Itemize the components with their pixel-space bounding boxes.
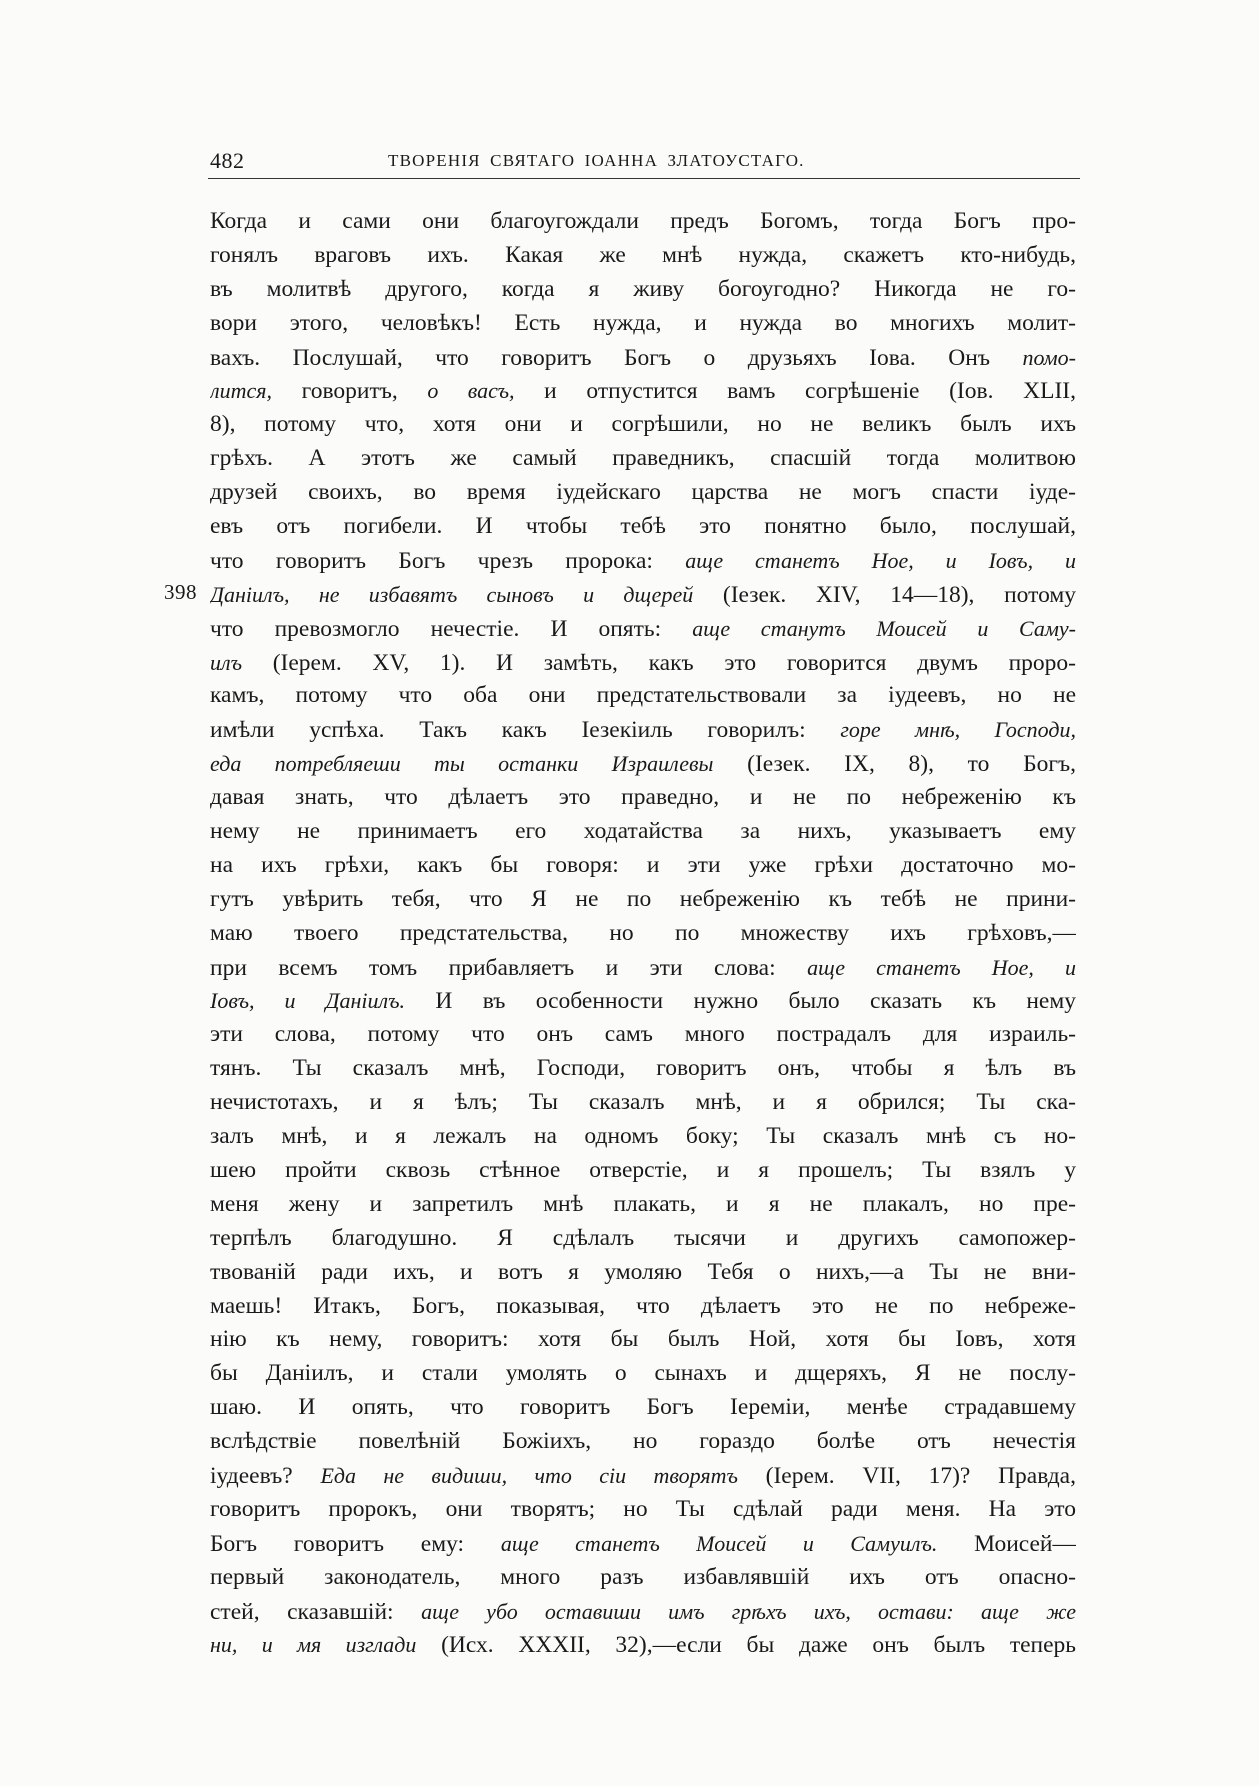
text-run: евъ отъ погибели. И чтобы тебѣ это понятно было, послушай, [210, 513, 1076, 540]
text-line [210, 1323, 1076, 1357]
text-line [210, 1018, 1076, 1052]
text-line [210, 951, 1076, 985]
text-line [210, 713, 1076, 747]
italic-quote: помо- [1022, 344, 1076, 370]
italic-quote: еда потребляеши ты останки Израилевы [210, 751, 714, 777]
italic-quote: аще убо оставиши имъ грѣхъ ихъ, остави: аще же [421, 1598, 1076, 1624]
text-line [210, 374, 1076, 408]
italic-quote: аще станетъ Ное, и [807, 954, 1076, 980]
text-run: вахъ. Послушай, что говоритъ Богъ о друзьяхъ Іова. Онъ [210, 344, 1023, 371]
text-line [210, 917, 1076, 951]
text-line [210, 341, 1076, 375]
text-line [210, 1628, 1076, 1662]
text-line [210, 408, 1076, 442]
text-line [210, 612, 1076, 646]
text-run: іудеевъ? [210, 1462, 321, 1489]
text-run: и отпустится вамъ согрѣшеніе (Іов. XLII, [514, 378, 1076, 405]
margin-note: 398 [164, 580, 197, 604]
italic-quote: Еда не видиши, что сіи творятъ [320, 1462, 738, 1488]
text-run: давая знать, что дѣлаетъ это праведно, и не по небреженію къ [210, 784, 1076, 811]
text-line [210, 307, 1076, 341]
text-run: маю твоего предстательства, но по множеству ихъ грѣховъ,— [210, 919, 1076, 946]
italic-quote: о васъ, [427, 378, 515, 404]
text-run: (Іерем. VII, 17)? Правда, [737, 1462, 1076, 1489]
text-line [210, 1493, 1076, 1527]
text-run: терпѣлъ благодушно. Я сдѣлалъ тысячи и другихъ самопожер- [210, 1224, 1076, 1251]
text-run: стей, сказавшій: [210, 1598, 422, 1625]
text-line [210, 1595, 1076, 1629]
text-line [210, 1391, 1076, 1425]
text-run: нему не принимаетъ его ходатайства за нихъ, указываетъ ему [210, 818, 1076, 845]
italic-quote: горе мнѣ, Господи, [840, 717, 1076, 743]
text-run: (Іерем. XV, 1). И замѣть, какъ это говорится двумъ проро- [242, 649, 1076, 676]
text-run: Моисей— [937, 1530, 1076, 1557]
italic-quote: аще станутъ Моисей и Саму- [692, 615, 1076, 641]
italic-quote: Даніилъ, не избавятъ сыновъ и дщерей [210, 581, 694, 607]
text-run: грѣхъ. А этотъ же самый праведникъ, спасшій тогда молитвою [210, 445, 1076, 472]
text-run: имѣли успѣха. Такъ какъ Іезекіиль говорилъ: [210, 717, 841, 744]
text-run: гонялъ враговъ ихъ. Какая же мнѣ нужда, скажетъ кто-нибудь, [210, 241, 1076, 268]
text-run: друзей своихъ, во время іудейскаго царства не могъ спасти іуде- [210, 479, 1076, 506]
text-run: говоритъ пророкъ, они творятъ; но Ты сдѣлай ради меня. На это [210, 1495, 1076, 1522]
text-run: говоритъ, [271, 378, 428, 405]
text-line [210, 849, 1076, 883]
text-run: на ихъ грѣхи, какъ бы говоря: и эти уже грѣхи достаточно мо- [210, 851, 1076, 878]
text-run: бы Даніилъ, и стали умолять о сынахъ и дщеряхъ, Я не послу- [210, 1360, 1076, 1387]
text-run: меня жену и запретилъ мнѣ плакать, и я не плакалъ, но пре- [210, 1190, 1076, 1217]
text-line [210, 476, 1076, 510]
text-line [210, 679, 1076, 713]
italic-quote: лится, [210, 378, 272, 404]
text-run: камъ, потому что оба они предстательствовали за іудеевъ, но не [210, 682, 1076, 709]
text-line [210, 239, 1076, 273]
text-run: (Іезек. IX, 8), то Богъ, [713, 751, 1076, 778]
text-run: 8), потому что, хотя они и согрѣшили, но не великъ былъ ихъ [210, 411, 1076, 438]
text-line [210, 1561, 1076, 1595]
text-line [210, 442, 1076, 476]
text-line [210, 544, 1076, 578]
text-line [210, 1222, 1076, 1256]
italic-quote: Іовъ, и Даніилъ. [210, 988, 406, 1014]
text-run: гутъ увѣрить тебя, что Я не по небреженію къ тебѣ не прини- [210, 885, 1076, 912]
page-number: 482 [210, 148, 245, 173]
text-run: вори этого, человѣкъ! Есть нужда, и нужда во многихъ молит- [210, 309, 1076, 336]
text-line [210, 646, 1076, 680]
text-line [210, 273, 1076, 307]
header-rule [208, 178, 1080, 179]
text-line [210, 781, 1076, 815]
text-run: И въ особенности нужно было сказать къ нему [405, 988, 1076, 1015]
italic-quote: аще станетъ Ное, и Іовъ, и [685, 547, 1076, 573]
text-run: первый законодатель, много разъ избавлявшій ихъ отъ опасно- [210, 1563, 1076, 1590]
text-run: Богъ говоритъ ему: [210, 1530, 501, 1557]
text-run: нію къ нему, говоритъ: хотя бы былъ Ной, хотя бы Іовъ, хотя [210, 1326, 1076, 1353]
text-line [210, 205, 1076, 239]
text-run: залъ мнѣ, и я лежалъ на одномъ боку; Ты сказалъ мнѣ съ но- [210, 1123, 1076, 1150]
text-run: что говоритъ Богъ чрезъ пророка: [210, 547, 686, 574]
text-run: что превозмогло нечестіе. И опять: [210, 615, 693, 642]
text-line [210, 1290, 1076, 1324]
running-title: ТВОРЕНІЯ СВЯТАГО ІОАННА ЗЛАТОУСТАГО. [388, 151, 805, 170]
text-run: (Исх. XXXII, 32),—если бы даже онъ былъ теперь [416, 1632, 1076, 1659]
italic-quote: илъ [210, 649, 243, 675]
text-run: шею пройти сквозь стѣнное отверстіе, и я прошелъ; Ты взялъ у [210, 1156, 1076, 1183]
body-text [210, 205, 1076, 1662]
text-run: при всемъ томъ прибавляетъ и эти слова: [210, 954, 808, 981]
text-line [210, 815, 1076, 849]
text-line [210, 578, 1076, 612]
text-line [210, 1527, 1076, 1561]
text-run: нечистотахъ, и я ѣлъ; Ты сказалъ мнѣ, и я обрился; Ты ска- [210, 1089, 1076, 1116]
text-line [210, 1256, 1076, 1290]
text-run: Когда и сами они благоугождали предъ Богомъ, тогда Богъ про- [210, 208, 1076, 234]
italic-quote: ни, и мя изглади [210, 1632, 417, 1658]
text-line [210, 1086, 1076, 1120]
italic-quote: аще станетъ Моисей и Самуилъ. [500, 1530, 938, 1556]
text-run: твованій ради ихъ, и вотъ я умоляю Тебя о нихъ,—а Ты не вни- [210, 1258, 1076, 1285]
text-line [210, 1425, 1076, 1459]
text-run: шаю. И опять, что говоритъ Богъ Іереміи, менѣе страдавшему [210, 1394, 1076, 1421]
text-line [210, 883, 1076, 917]
text-line [210, 510, 1076, 544]
text-line [210, 1188, 1076, 1222]
text-line [210, 1120, 1076, 1154]
text-line [210, 984, 1076, 1018]
text-line [210, 1459, 1076, 1493]
text-line [210, 747, 1076, 781]
page-header [208, 148, 1078, 174]
text-line [210, 1052, 1076, 1086]
text-run: вслѣдствіе повелѣній Божіихъ, но гораздо болѣе отъ нечестія [210, 1428, 1076, 1455]
text-run: эти слова, потому что онъ самъ много пострадалъ для израиль- [210, 1021, 1076, 1048]
text-line [210, 1154, 1076, 1188]
text-run: тянъ. Ты сказалъ мнѣ, Господи, говоритъ онъ, чтобы я ѣлъ въ [210, 1055, 1076, 1082]
text-run: (Іезек. XIV, 14—18), потому [693, 581, 1076, 608]
text-run: въ молитвѣ другого, когда я живу богоугодно? Никогда не го- [210, 275, 1076, 302]
text-line [210, 1357, 1076, 1391]
text-run: маешь! Итакъ, Богъ, показывая, что дѣлаетъ это не по небреже- [210, 1292, 1076, 1319]
